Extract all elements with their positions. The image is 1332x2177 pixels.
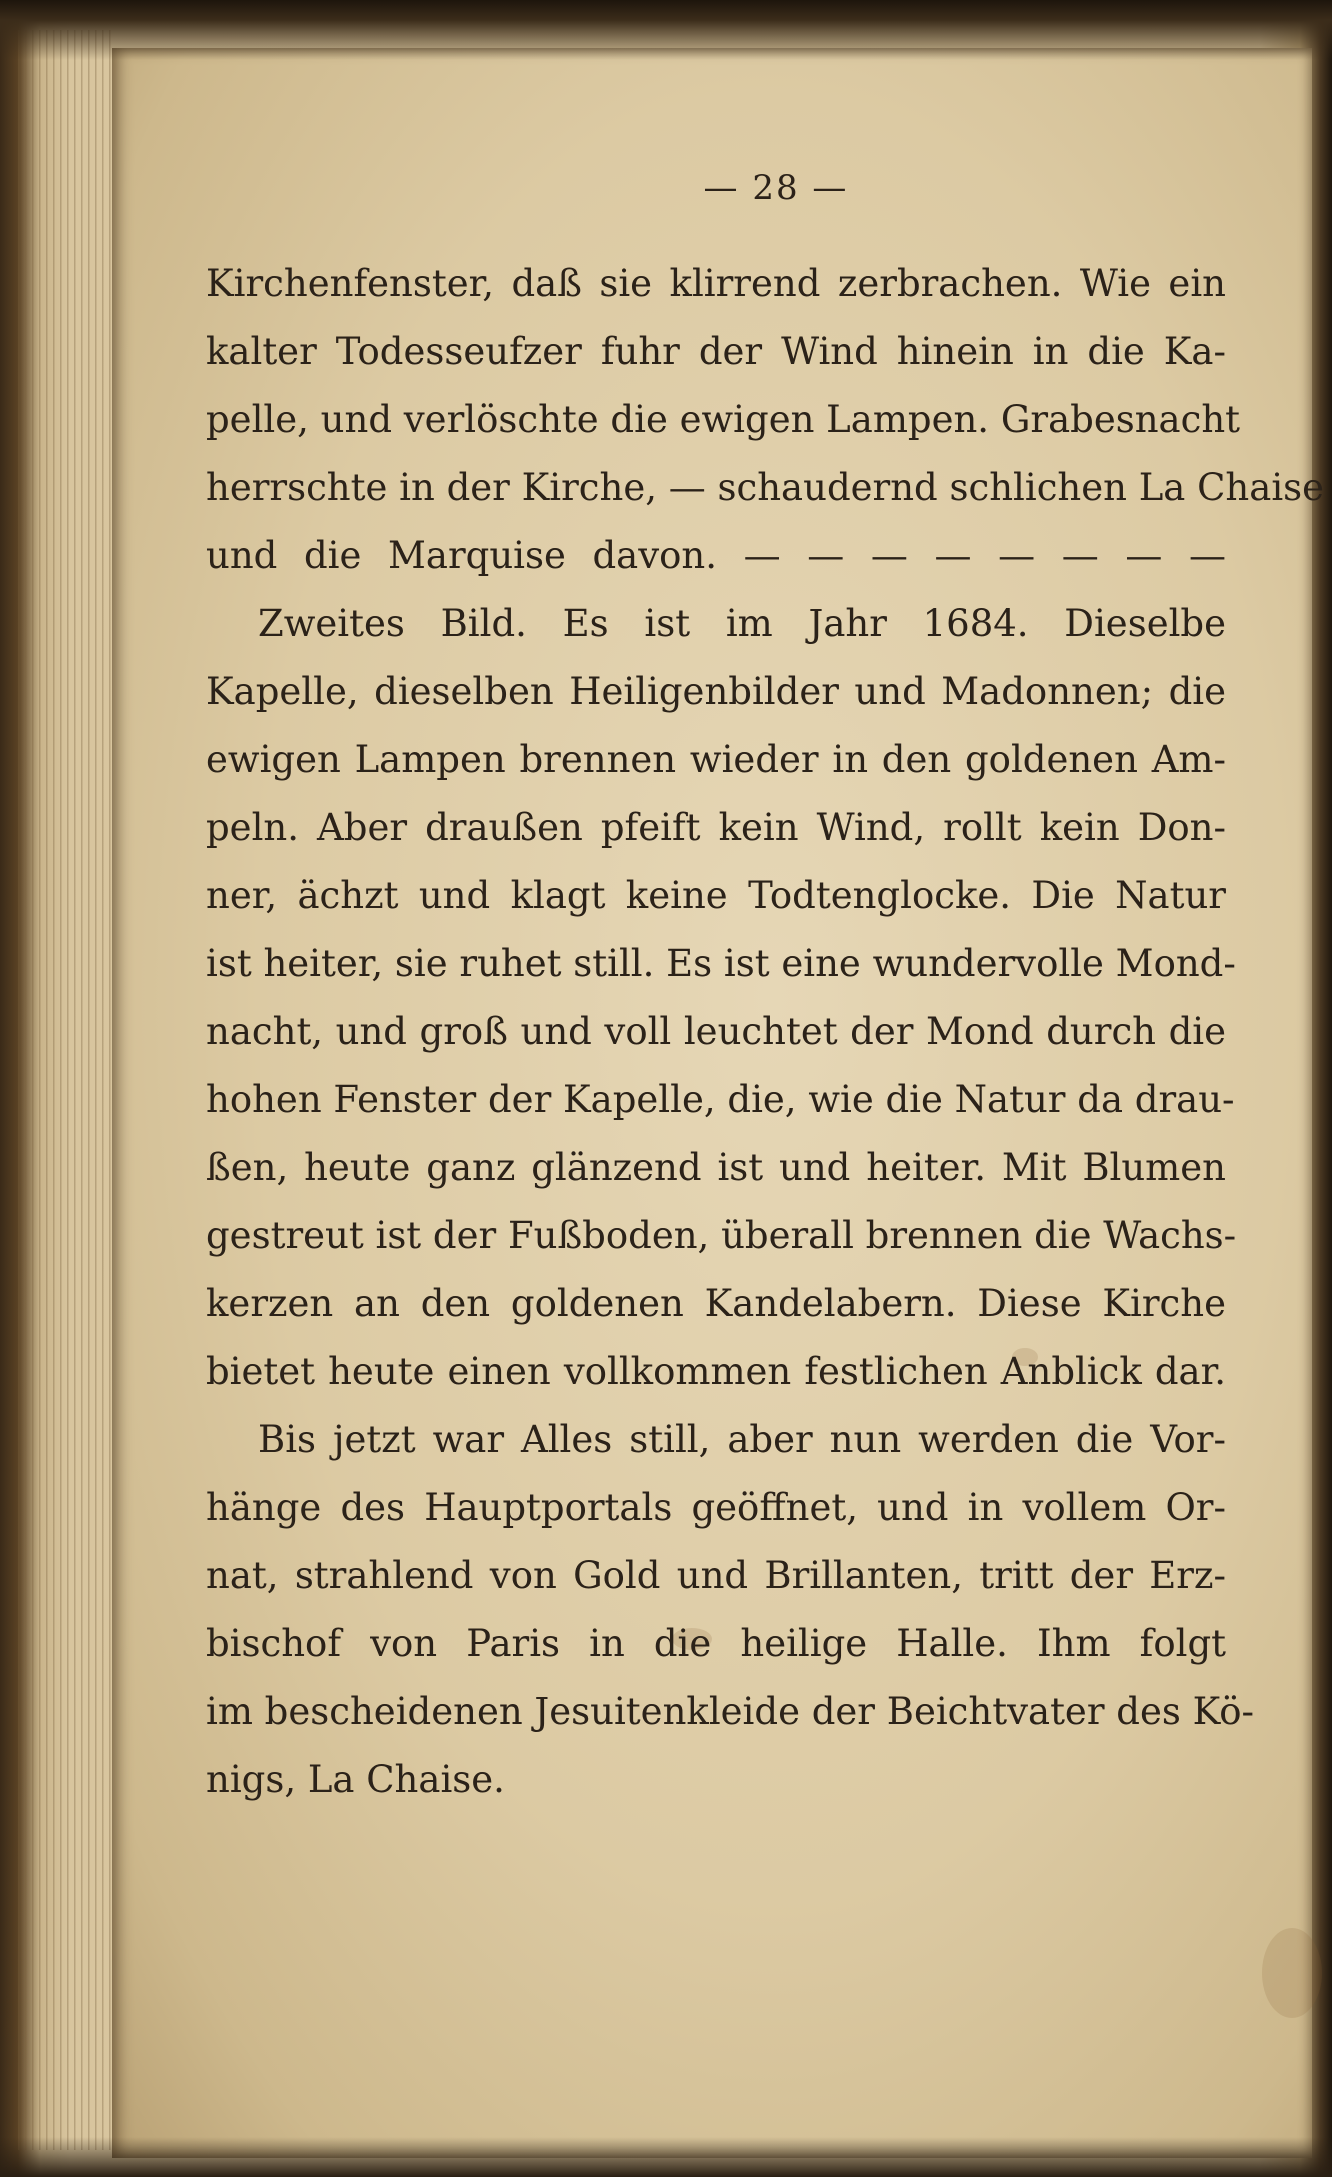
text-line: bietet heute einen vollkommen festlichen Anblick dar. [206,1350,1226,1393]
text-line: nacht, und groß und voll leuchtet der Mond durch die [206,1010,1226,1053]
text-line: hohen Fenster der Kapelle, die, wie die Natur da drau- [206,1078,1235,1121]
text-line: kalter Todesseufzer fuhr der Wind hinein in die Ka- [206,330,1226,373]
text-line: Kapelle, dieselben Heiligenbilder und Madonnen; die [206,670,1226,713]
text-line: nat, strahlend von Gold und Brillanten, tritt der Erz- [206,1554,1226,1597]
text-line: ist heiter, sie ruhet still. Es ist eine wundervolle Mond- [206,942,1236,985]
previous-pages-edge [18,30,113,2150]
text-line: ßen, heute ganz glänzend ist und heiter. Mit Blumen [206,1146,1226,1189]
text-line: gestreut ist der Fußboden, überall brennen die Wachs- [206,1214,1237,1257]
text-line: und die Marquise davon. — — — — — — — — [206,534,1226,577]
text-line: kerzen an den goldenen Kandelabern. Diese Kirche [206,1282,1226,1325]
bottom-edge-shadow [0,2137,1332,2177]
text-line: Zweites Bild. Es ist im Jahr 1684. Dieselbe [258,602,1226,645]
page-number: — 28 — [703,168,849,208]
top-binding-shadow [0,0,1332,60]
text-line: im bescheidenen Jesuitenkleide der Beichtvater des Kö- [206,1690,1255,1733]
text-line: bischof von Paris in die heilige Halle. Ihm folgt [206,1622,1226,1665]
text-line: Bis jetzt war Alles still, aber nun werden die Vor- [258,1418,1226,1461]
text-line: herrschte in der Kirche, — schaudernd schlichen La Chaise [206,466,1325,509]
text-line: ewigen Lampen brennen wieder in den goldenen Am- [206,738,1226,781]
text-line: hänge des Hauptportals geöffnet, und in vollem Or- [206,1486,1226,1529]
text-line: pelle, und verlöschte die ewigen Lampen. Grabesnacht [206,398,1241,441]
foxing-spot [1262,1928,1322,2018]
text-line: peln. Aber draußen pfeift kein Wind, rollt kein Don- [206,806,1226,849]
text-line: ner, ächzt und klagt keine Todtenglocke. Die Natur [206,874,1226,917]
text-line: nigs, La Chaise. [206,1758,505,1801]
text-line: Kirchenfenster, daß sie klirrend zerbrachen. Wie ein [206,262,1226,305]
